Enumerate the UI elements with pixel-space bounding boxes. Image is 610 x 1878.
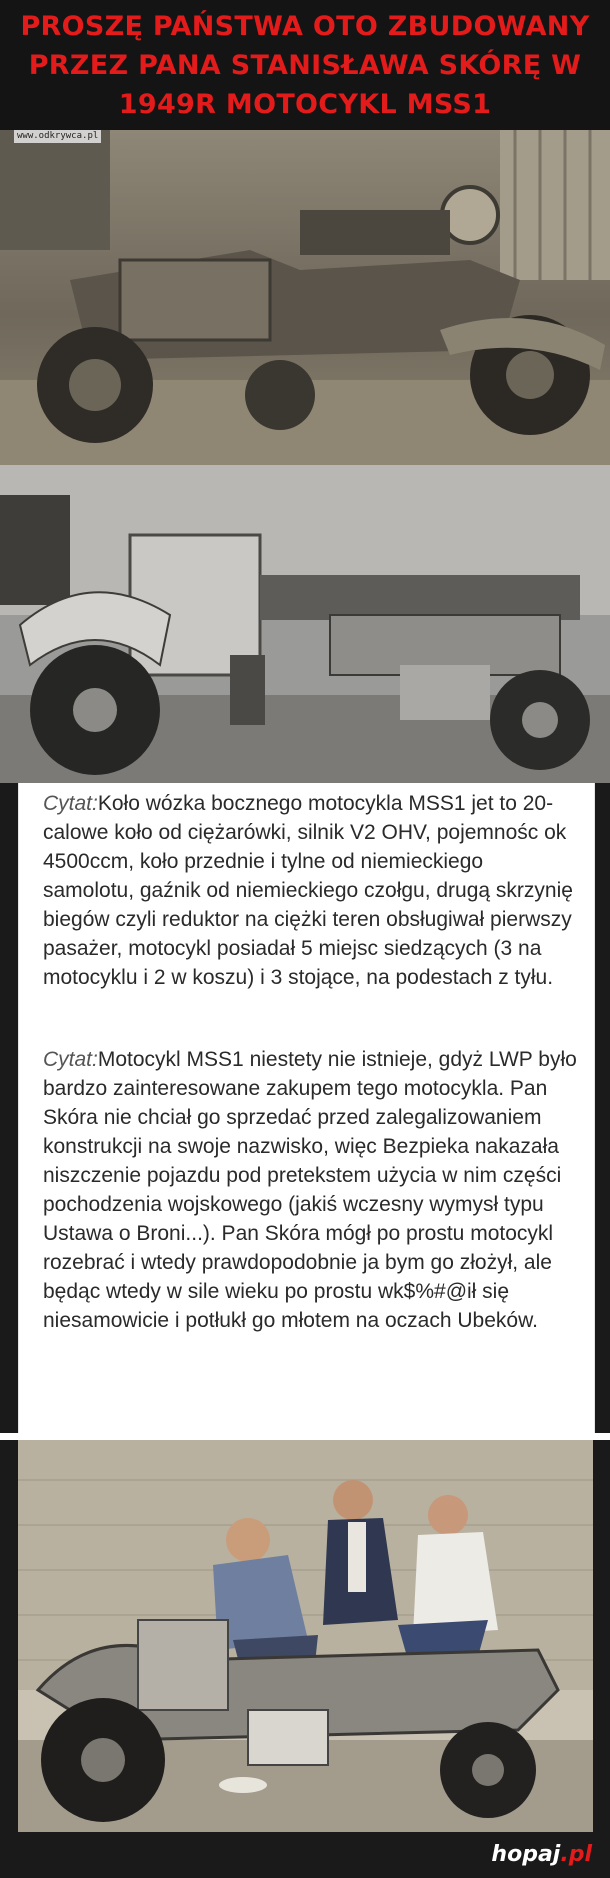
brand-name: hopaj [491,1842,561,1867]
title-banner [0,0,610,130]
motorcycle-photo-side [0,465,610,783]
title-text: PROSZĘ PAŃSTWA OTO ZBUDOWANY PRZEZ PANA STANISŁAWA SKÓRĘ W 1949R MOTOCYKL MSS1 [20,10,590,120]
quote-label: Cytat: [43,792,98,815]
quote-text: Koło wózka bocznego motocykla MSS1 jet to 20-calowe koło od ciężarówki, silnik V2 OHV, pojemnośc ok 4500ccm, koło przednie i tylne od niemieckiego samolotu, gaźnik od niemieckiego czołgu, drugą skrzynię biegów czyli reduktor na ciężki teren obsługiwał pierwszy pasażer, motocykl posiadał 5 miejsc siedzących (3 na motocyklu i 2 w koszu) i 3 stojące, na podestach z tyłu. [43,792,573,989]
quote-panel [18,783,595,1433]
photo-watermark: www.odkrywca.pl [14,130,101,143]
footer-bar [0,1832,610,1878]
quote-label: Cytat: [43,1048,98,1071]
quote-block [43,789,578,992]
brand-extension: .pl [560,1842,592,1867]
separator [0,1433,610,1440]
brand-logo[interactable] [491,1842,592,1867]
motorcycle-photo-riders [18,1440,593,1832]
quote-block [43,1045,578,1335]
motorcycle-photo-front [0,130,610,465]
quote-text: Motocykl MSS1 niestety nie istnieje, gdyż LWP było bardzo zainteresowane zakupem tego motocykla. Pan Skóra nie chciał go sprzedać przed zalegalizowaniem konstrukcji na swoje nazwisko, więc Bezpieka nakazała niszczenie pojazdu pod pretekstem użycia w nim części pochodzenia wojskowego (jakiś wczesny wymysł typu Ustawa o Broni...). Pan Skóra mógł po prostu motocykl rozebrać i wtedy prawdopodobnie ja bym go złożył, ale będąc wtedy w sile wieku po prostu wk$%#@ił się niesamowicie i potłukł go młotem na oczach Ubeków. [43,1048,577,1332]
